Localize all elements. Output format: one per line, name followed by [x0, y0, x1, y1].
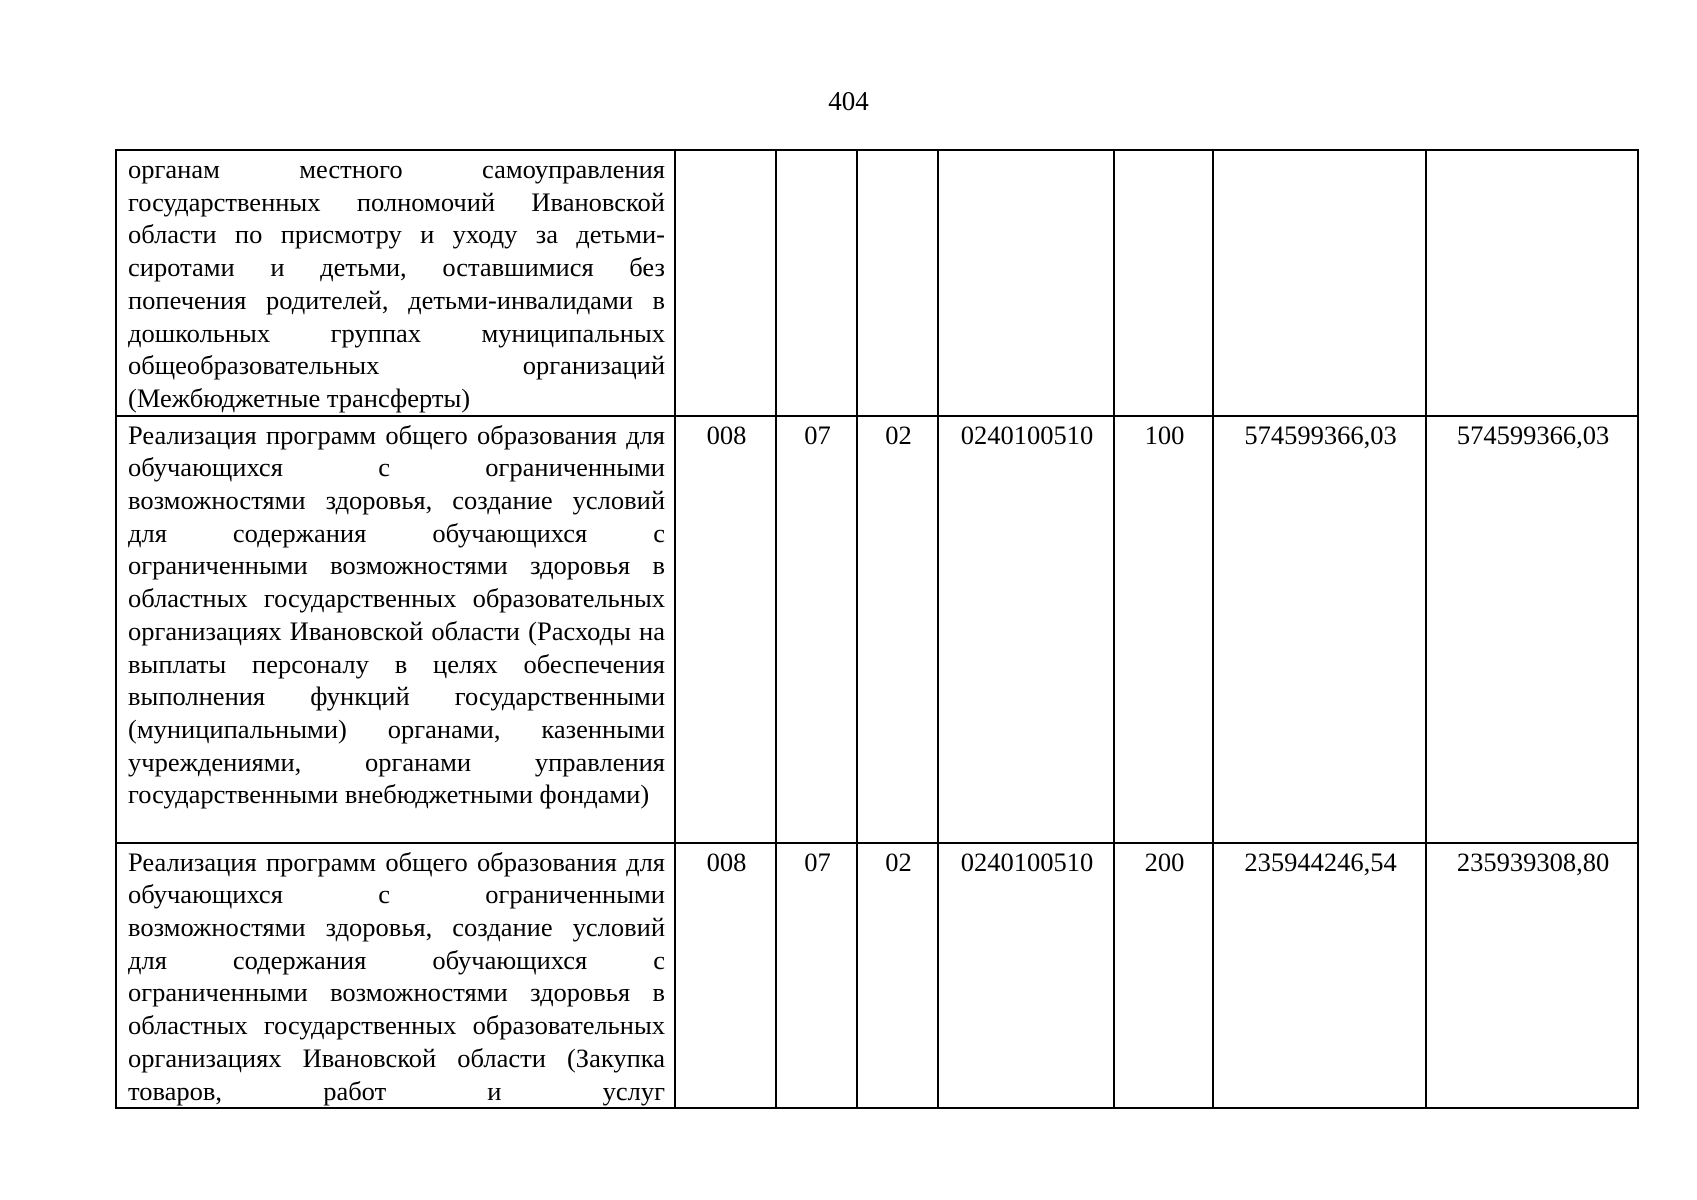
amount-1: 235944246,54 — [1213, 843, 1426, 1109]
amount-2: 235939308,80 — [1426, 843, 1638, 1109]
section-code — [776, 150, 857, 416]
table-row — [116, 150, 1638, 416]
subsection-code: 02 — [857, 416, 938, 843]
amount-2 — [1426, 150, 1638, 416]
target-article-code: 0240100510 — [938, 416, 1114, 843]
subsection-code — [857, 150, 938, 416]
table-row — [116, 416, 1638, 843]
budget-table — [115, 149, 1639, 1109]
amount-1 — [1213, 150, 1426, 416]
expense-type-code: 100 — [1114, 416, 1213, 843]
row-description: Реализация программ общего образования для обучающихся с ограниченными возможностями здоровья, создание условий для содержания обучающихся с ограниченными возможностями здоровья в областных государственных образовательных организациях Ивановской области (Расходы на выплаты персоналу в целях обеспечения выполнения функций государственными (муниципальными) органами, казенными учреждениями, органами управления государственными внебюджетными фондами) — [116, 416, 675, 843]
row-description: органам местного самоуправления государственных полномочий Ивановской области по присмотру и уходу за детьми-сиротами и детьми, оставшимися без попечения родителей, детьми-инвалидами в дошкольных группах муниципальных общеобразовательных организаций (Межбюджетные трансферты) — [116, 150, 675, 416]
page-number: 404 — [828, 86, 869, 116]
target-article-code: 0240100510 — [938, 843, 1114, 1109]
expense-type-code: 200 — [1114, 843, 1213, 1109]
ministry-code: 008 — [675, 843, 776, 1109]
expense-type-code — [1114, 150, 1213, 416]
target-article-code — [938, 150, 1114, 416]
section-code: 07 — [776, 416, 857, 843]
section-code: 07 — [776, 843, 857, 1109]
ministry-code — [675, 150, 776, 416]
amount-1: 574599366,03 — [1213, 416, 1426, 843]
table-row — [116, 843, 1638, 1109]
amount-2: 574599366,03 — [1426, 416, 1638, 843]
subsection-code: 02 — [857, 843, 938, 1109]
row-description: Реализация программ общего образования для обучающихся с ограниченными возможностями здоровья, создание условий для содержания обучающихся с ограниченными возможностями здоровья в областных государственных образовательных организациях Ивановской области (Закупка товаров, работ и услуг — [116, 843, 675, 1109]
ministry-code: 008 — [675, 416, 776, 843]
